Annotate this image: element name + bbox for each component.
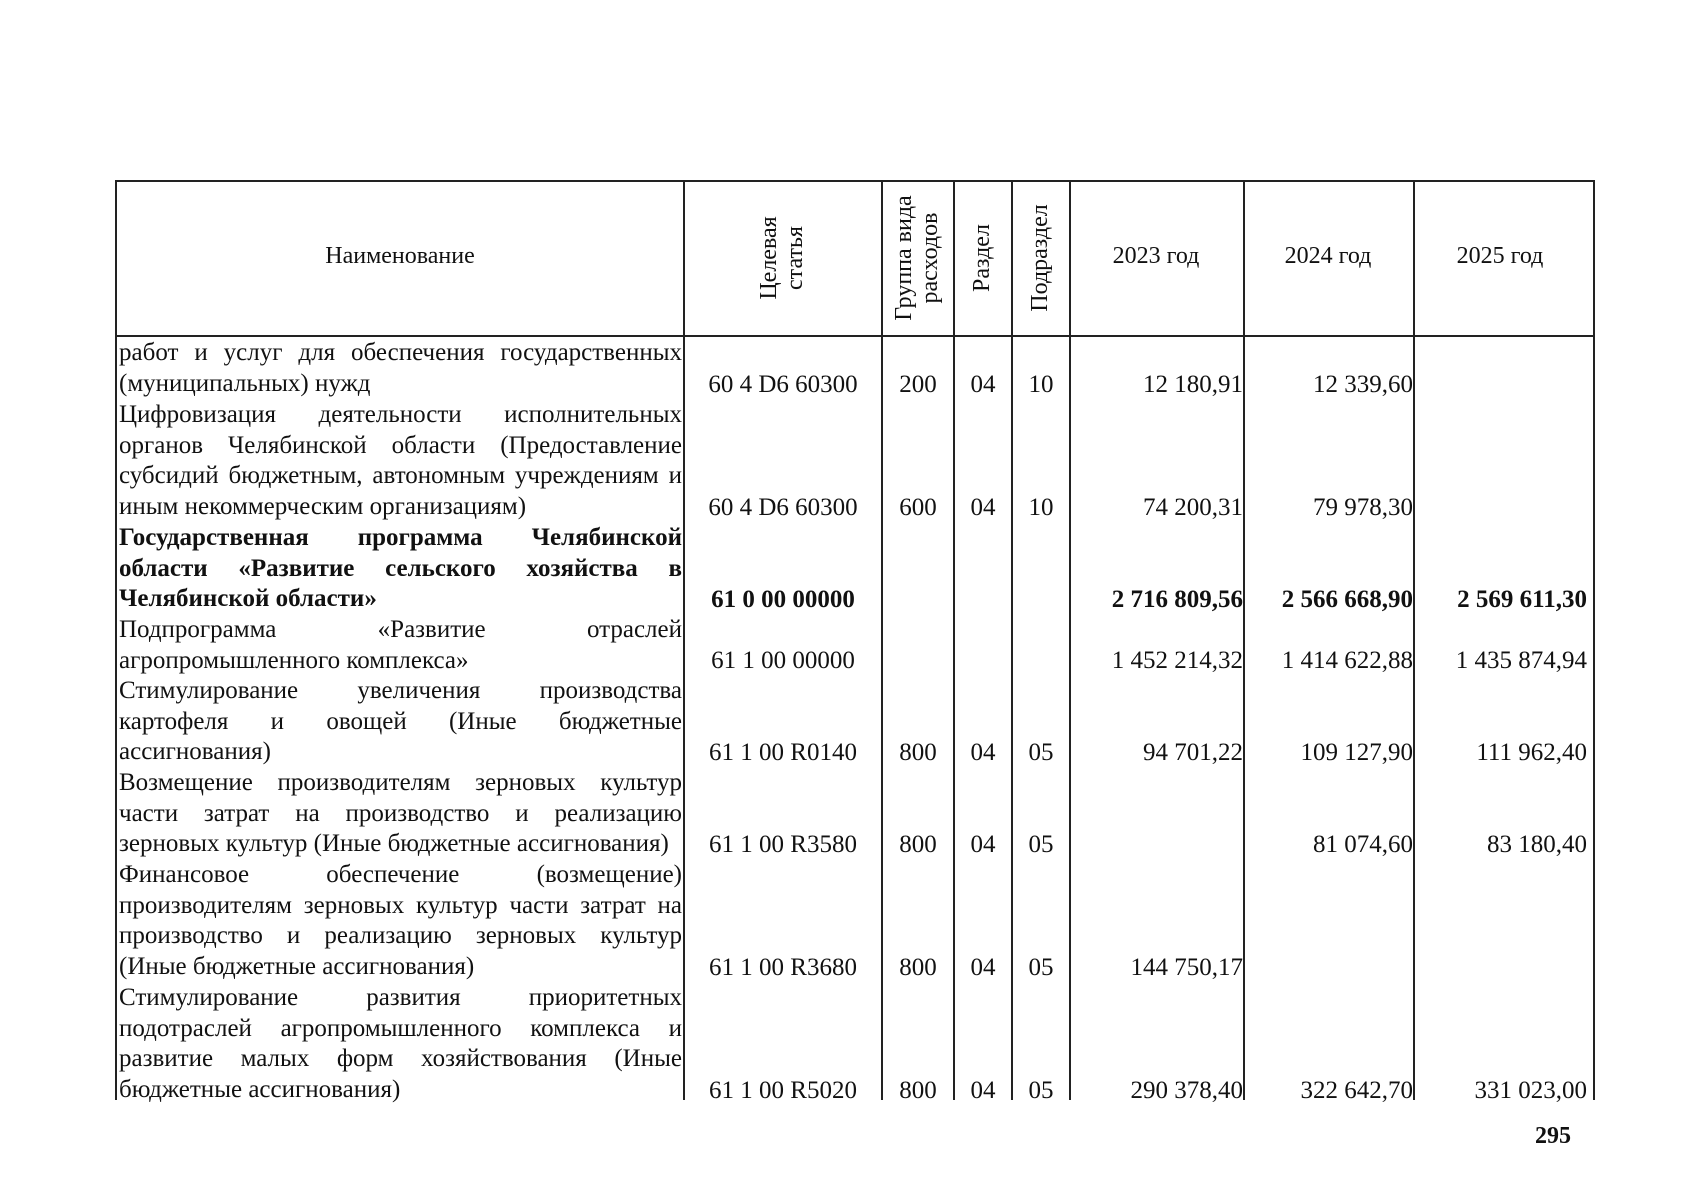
header-bottom-border bbox=[117, 335, 1593, 337]
row-2023: 1 452 214,32 bbox=[1111, 647, 1243, 674]
header-year-2024: 2024 год bbox=[1284, 243, 1372, 269]
row-group: 800 bbox=[899, 1077, 937, 1104]
row-2025: 83 180,40 bbox=[1487, 831, 1587, 858]
row-subsection: 05 bbox=[1028, 831, 1054, 858]
row-group: 600 bbox=[899, 494, 937, 521]
table-row bbox=[117, 768, 1593, 860]
row-code: 60 4 D6 60300 bbox=[708, 494, 858, 521]
row-code: 60 4 D6 60300 bbox=[708, 371, 858, 398]
table-row bbox=[117, 615, 1593, 676]
row-2025: 2 569 611,30 bbox=[1457, 586, 1587, 613]
row-2024: 81 074,60 bbox=[1313, 831, 1413, 858]
row-subsection: 05 bbox=[1028, 1077, 1054, 1104]
row-name: Подпрограмма «Развитие отраслей агропромышленного комплекса» bbox=[119, 616, 682, 674]
row-section: 04 bbox=[970, 371, 996, 398]
table-row bbox=[117, 400, 1593, 523]
row-2024: 2 566 668,90 bbox=[1281, 586, 1413, 613]
row-code: 61 1 00 R0140 bbox=[709, 739, 857, 766]
row-2023: 2 716 809,56 bbox=[1111, 586, 1243, 613]
row-2024: 12 339,60 bbox=[1313, 371, 1413, 398]
row-subsection: 05 bbox=[1028, 954, 1054, 981]
row-group: 800 bbox=[899, 831, 937, 858]
row-2023: 290 378,40 bbox=[1130, 1077, 1243, 1104]
header-name: Наименование bbox=[325, 243, 475, 269]
header-subsection: Подраздел bbox=[1027, 204, 1053, 312]
table-row-program bbox=[117, 523, 1593, 615]
row-name: Стимулирование развития приоритетных подотраслей агропромышленного комплекса и развитие малых форм хозяйствования (Иные бюджетные ассигнования) bbox=[119, 984, 682, 1103]
row-2025: 331 023,00 bbox=[1474, 1077, 1587, 1104]
row-2023: 94 701,22 bbox=[1143, 739, 1243, 766]
row-code: 61 1 00 R3680 bbox=[709, 954, 857, 981]
row-2023: 144 750,17 bbox=[1130, 954, 1243, 981]
row-code: 61 1 00 R5020 bbox=[709, 1077, 857, 1104]
row-2024: 1 414 622,88 bbox=[1281, 647, 1413, 674]
row-subsection: 05 bbox=[1028, 739, 1054, 766]
row-name: Стимулирование увеличения производства картофеля и овощей (Иные бюджетные ассигнования) bbox=[119, 677, 682, 765]
row-section: 04 bbox=[970, 954, 996, 981]
row-2024: 109 127,90 bbox=[1300, 739, 1413, 766]
row-code: 61 0 00 00000 bbox=[711, 586, 855, 613]
row-2024: 322 642,70 bbox=[1300, 1077, 1413, 1104]
table-row bbox=[117, 338, 1593, 400]
row-code: 61 1 00 R3580 bbox=[709, 831, 857, 858]
row-2025: 111 962,40 bbox=[1476, 739, 1587, 766]
row-name: Финансовое обеспечение (возмещение) производителям зерновых культур части затрат на производство и реализацию зерновых культур (Иные бюджетные ассигнования) bbox=[119, 861, 682, 980]
header-year-2023: 2023 год bbox=[1112, 243, 1200, 269]
row-group: 800 bbox=[899, 954, 937, 981]
page-number: 295 bbox=[1535, 1123, 1571, 1149]
row-name: Государственная программа Челябинской области «Развитие сельского хозяйства в Челябинской области» bbox=[119, 524, 682, 612]
row-2023: 12 180,91 bbox=[1143, 371, 1243, 398]
row-section: 04 bbox=[970, 1077, 996, 1104]
row-section: 04 bbox=[970, 739, 996, 766]
row-2024: 79 978,30 bbox=[1313, 494, 1413, 521]
row-name: Цифровизация деятельности исполнительных органов Челябинской области (Предоставление субсидий бюджетным, автономным учреждениям и иным некоммерческим организациям) bbox=[119, 401, 682, 520]
row-section: 04 bbox=[970, 831, 996, 858]
row-2023: 74 200,31 bbox=[1143, 494, 1243, 521]
row-code: 61 1 00 00000 bbox=[711, 647, 855, 674]
row-group: 800 bbox=[899, 739, 937, 766]
row-section: 04 bbox=[970, 494, 996, 521]
header-section: Раздел bbox=[969, 224, 995, 292]
row-subsection: 10 bbox=[1028, 371, 1054, 398]
row-subsection: 10 bbox=[1028, 494, 1054, 521]
table-row bbox=[117, 676, 1593, 768]
table-top-border bbox=[117, 180, 1593, 182]
header-year-2025: 2025 год bbox=[1456, 243, 1544, 269]
header-expense-group: Группа вида расходов bbox=[891, 195, 943, 321]
table-row bbox=[117, 860, 1593, 983]
row-group: 200 bbox=[899, 371, 937, 398]
row-name: Возмещение производителям зерновых культур части затрат на производство и реализацию зерновых культур (Иные бюджетные ассигнования) bbox=[119, 769, 682, 857]
row-name: работ и услуг для обеспечения государственных (муниципальных) нужд bbox=[119, 339, 682, 397]
row-2025: 1 435 874,94 bbox=[1455, 647, 1587, 674]
header-target-item: Целевая статья bbox=[756, 216, 808, 300]
budget-table bbox=[115, 180, 1595, 1104]
table-row bbox=[117, 983, 1593, 1106]
